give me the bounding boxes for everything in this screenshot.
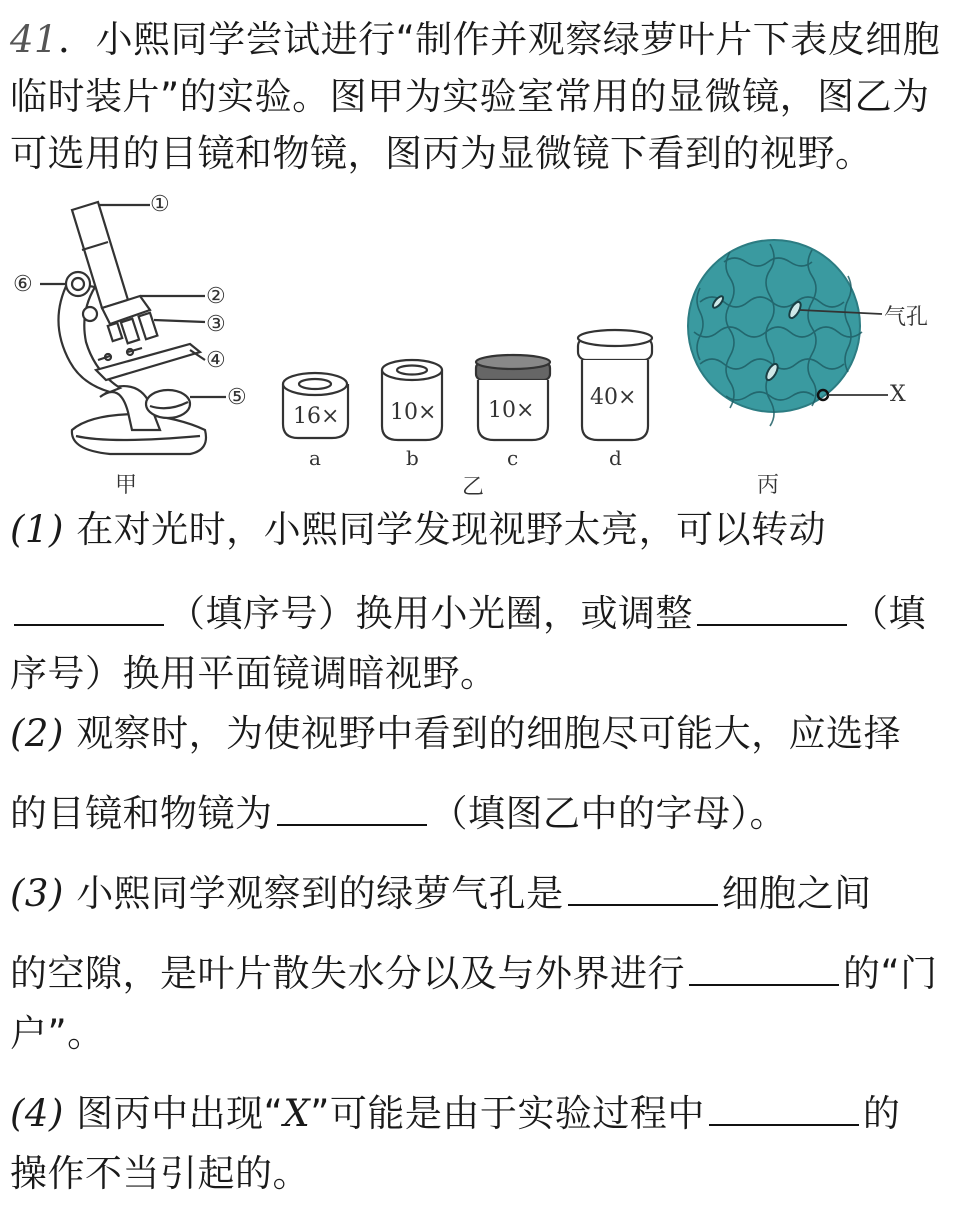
- caption-yi: 乙: [462, 475, 485, 500]
- part4-text-3: 的: [862, 1092, 901, 1135]
- microscope-view: [688, 240, 888, 426]
- part2-number: (2): [10, 712, 64, 755]
- part1-line-3: [10, 652, 498, 696]
- part4-number: (4): [10, 1092, 64, 1135]
- answer-blank-3[interactable]: [277, 820, 427, 826]
- intro-text-3: 可选用的目镜和物镜，图丙为显微镜下看到的视野。: [10, 132, 873, 175]
- part1-line-2: [10, 592, 926, 636]
- answer-blank-4[interactable]: [568, 900, 718, 906]
- figure-area: [0, 192, 960, 502]
- microscope-drawing: [40, 202, 226, 454]
- stoma-label: 气孔: [884, 305, 929, 330]
- question-intro-line-1: [10, 18, 940, 62]
- answer-blank-2[interactable]: [697, 620, 847, 626]
- part1-line-1: [10, 508, 826, 552]
- lens-a-mag: 16×: [293, 404, 340, 429]
- x-label: X: [890, 382, 906, 407]
- caption-jia: 甲: [115, 473, 138, 498]
- intro-text-1: ．小熙同学尝试进行“制作并观察绿萝叶片下表皮细胞: [58, 18, 941, 61]
- answer-blank-1[interactable]: [14, 620, 164, 626]
- question-intro-line-3: [10, 132, 873, 176]
- part4-text-4: 操作不当引起的。: [10, 1152, 310, 1195]
- microscope-label-1: ①: [150, 192, 170, 217]
- part4-text-2: ”可能是由于实验过程中: [310, 1092, 705, 1135]
- lens-d-letter: d: [609, 446, 622, 470]
- microscope-label-5: ⑤: [227, 385, 247, 410]
- part2-line-2: [10, 792, 787, 836]
- lens-c-letter: c: [507, 446, 519, 470]
- part3-text-5: 户”。: [10, 1012, 105, 1055]
- part3-text-3: 的空隙，是叶片散失水分以及与外界进行: [10, 952, 685, 995]
- part3-number: (3): [10, 872, 64, 915]
- part1-text-4: 序号）换用平面镜调暗视野。: [10, 652, 498, 695]
- part3-text-2: 细胞之间: [721, 872, 872, 915]
- part4-line-2: [10, 1152, 310, 1196]
- part3-text-4: 的“门: [843, 952, 938, 995]
- intro-text-2: 临时装片”的实验。图甲为实验室常用的显微镜，图乙为: [10, 75, 930, 118]
- part4-text-1: 图丙中出现“: [76, 1092, 284, 1135]
- part3-line-1: [10, 872, 872, 916]
- lens-b-letter: b: [406, 446, 419, 470]
- question-intro-line-2: [10, 75, 930, 119]
- part4-x: X: [283, 1092, 311, 1135]
- part2-text-3: （填图乙中的字母）。: [430, 792, 787, 835]
- microscope-label-6: ⑥: [13, 272, 33, 297]
- part2-line-1: [10, 712, 901, 756]
- lens-b-mag: 10×: [390, 400, 437, 425]
- part3-text-1: 小熙同学观察到的绿萝气孔是: [76, 872, 564, 915]
- microscope-label-2: ②: [206, 284, 226, 309]
- part2-text-1: 观察时，为使视野中看到的细胞尽可能大，应选择: [76, 712, 902, 755]
- figure-drawings: [0, 192, 960, 502]
- part4-line-1: [10, 1092, 900, 1136]
- microscope-label-3: ③: [206, 312, 226, 337]
- part3-line-3: [10, 1012, 105, 1056]
- part1-number: (1): [10, 508, 64, 551]
- answer-blank-6[interactable]: [709, 1120, 859, 1126]
- part1-text-2: （填序号）换用小光圈，或调整: [168, 592, 693, 635]
- question-number: 41: [10, 18, 59, 61]
- part2-text-2: 的目镜和物镜为: [10, 792, 273, 835]
- part1-text-1: 在对光时，小熙同学发现视野太亮，可以转动: [76, 508, 827, 551]
- microscope-label-4: ④: [206, 348, 226, 373]
- lens-d-mag: 40×: [590, 385, 637, 410]
- answer-blank-5[interactable]: [689, 980, 839, 986]
- caption-bing: 丙: [757, 473, 780, 498]
- part3-line-2: [10, 952, 938, 996]
- lens-c-mag: 10×: [488, 398, 535, 423]
- part1-text-3: （填: [851, 592, 926, 635]
- lens-a-letter: a: [309, 446, 321, 470]
